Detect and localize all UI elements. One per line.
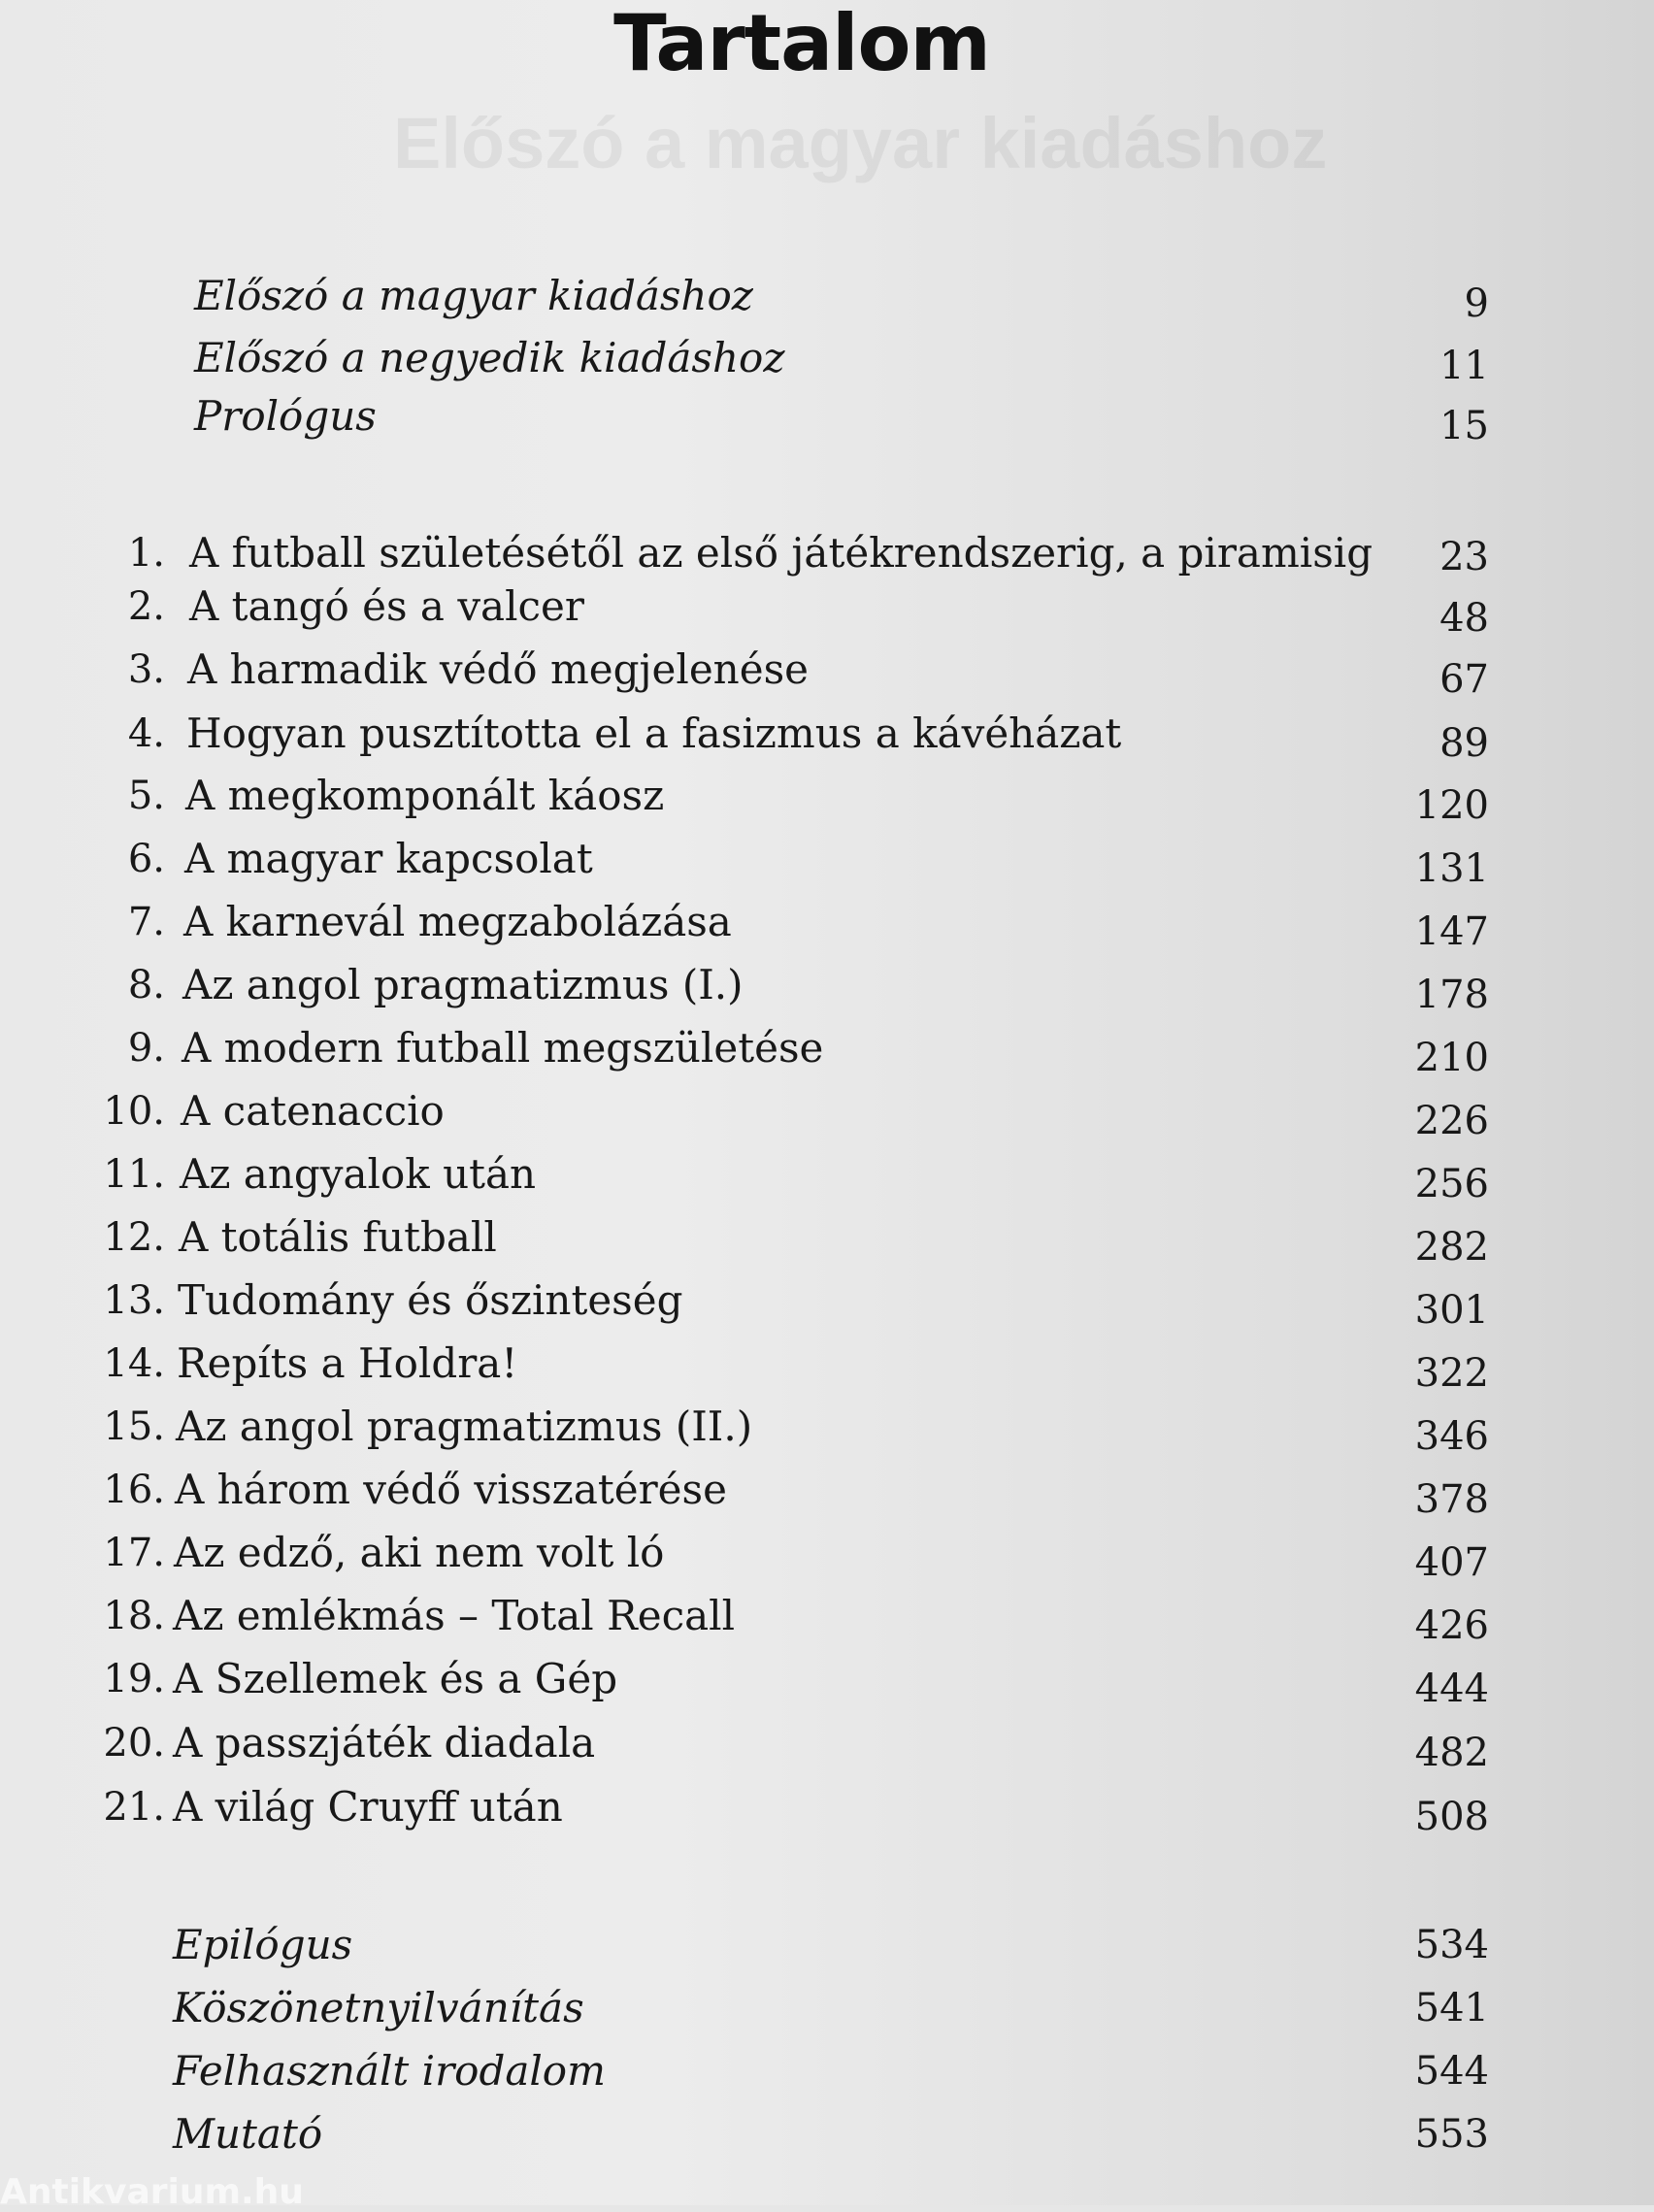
chapter-number: 11. [103,1152,165,1197]
toc-chapter-row [0,1398,1654,1459]
chapter-number: 12. [103,1215,165,1260]
toc-chapter-row [0,956,1654,1017]
toc-chapter-row [0,1082,1654,1143]
toc-item-label: Előszó a magyar kiadáshoz [194,272,753,319]
chapter-title: A catenaccio [181,1087,445,1135]
chapter-number: 21. [103,1785,165,1830]
chapter-title: A magyar kapcsolat [184,835,593,882]
chapter-title: Repíts a Holdra! [177,1339,518,1387]
chapter-number: 9. [127,1026,165,1071]
toc-chapter-row [0,1019,1654,1080]
toc-chapter-row [0,1335,1654,1396]
toc-front-item [0,387,1654,446]
chapter-title: A karnevál megzabolázása [183,898,732,945]
chapter-number: 18. [103,1594,165,1638]
chapter-title: A tangó és a valcer [189,582,584,630]
toc-back-item [0,1916,1654,1974]
toc-item-page: 11 [1439,344,1489,388]
chapter-title: A világ Cruyff után [173,1783,563,1831]
toc-back-item [0,2105,1654,2163]
toc-chapter-row [0,1778,1654,1839]
chapter-page: 210 [1414,1036,1489,1080]
chapter-number: 16. [103,1468,165,1512]
chapter-number: 15. [103,1404,165,1449]
chapter-number: 17. [103,1531,165,1575]
chapter-page: 426 [1414,1603,1489,1648]
chapter-number: 8. [127,963,165,1007]
show-through-text: Előszó a magyar kiadáshoz [393,103,1328,183]
chapter-number: 14. [103,1341,165,1386]
chapter-page: 67 [1439,657,1489,702]
chapter-page: 346 [1414,1414,1489,1459]
toc-chapter-row [0,1524,1654,1585]
toc-item-page: 9 [1464,281,1489,326]
chapter-page: 256 [1414,1162,1489,1206]
chapter-title: A Szellemek és a Gép [173,1655,618,1702]
chapter-page: 120 [1414,783,1489,828]
chapter-title: A harmadik védő megjelenése [187,645,809,693]
toc-item-page: 553 [1414,2112,1489,2157]
chapter-page: 378 [1414,1477,1489,1522]
chapter-page: 178 [1414,973,1489,1017]
chapter-number: 3. [127,647,165,692]
toc-chapter-row [0,641,1654,702]
chapter-page: 301 [1414,1288,1489,1333]
toc-item-label: Prológus [194,392,377,440]
toc-item-label: Előszó a negyedik kiadáshoz [194,334,785,381]
page-title: Tartalom [613,0,990,88]
chapter-title: Az angyalok után [180,1150,537,1198]
chapter-number: 7. [127,900,165,944]
toc-front-item [0,329,1654,387]
toc-chapter-row [0,1461,1654,1522]
toc-item-page: 541 [1414,1986,1489,2030]
toc-back-item [0,1979,1654,2037]
chapter-number: 2. [127,584,165,629]
chapter-page: 482 [1414,1731,1489,1775]
toc-back-item [0,2042,1654,2100]
toc-chapter-row [0,705,1654,766]
chapter-page: 407 [1414,1540,1489,1585]
chapter-page: 226 [1414,1099,1489,1143]
chapter-number: 5. [127,774,165,818]
toc-item-page: 544 [1414,2049,1489,2094]
chapter-title: A passzjáték diadala [173,1719,596,1766]
toc-item-page: 534 [1414,1923,1489,1967]
chapter-title: A modern futball megszületése [182,1024,824,1072]
toc-item-page: 15 [1439,404,1489,448]
chapter-title: Az edző, aki nem volt ló [174,1529,665,1576]
toc-chapter-row [0,1271,1654,1333]
watermark-text: Antikvarium.hu [0,2172,304,2212]
chapter-title: Hogyan pusztította el a fasizmus a kávéházat [186,710,1122,757]
toc-chapter-row [0,830,1654,891]
chapter-title: Az angol pragmatizmus (II.) [176,1403,753,1450]
chapter-number: 4. [127,711,165,756]
toc-front-item [0,267,1654,325]
toc-chapter-row [0,1208,1654,1270]
chapter-title: A totális futball [179,1213,497,1261]
chapter-title: Az angol pragmatizmus (I.) [182,961,744,1008]
chapter-page: 147 [1414,909,1489,954]
toc-item-label: Mutató [173,2110,323,2158]
chapter-title: A futball születésétől az első játékrendszerig, a piramisig [189,529,1373,577]
chapter-page: 23 [1439,535,1489,579]
chapter-title: A három védő visszatérése [175,1466,727,1513]
chapter-title: Az emlékmás – Total Recall [173,1592,735,1639]
chapter-page: 131 [1414,846,1489,891]
toc-chapter-row [0,1714,1654,1775]
toc-chapter-row [0,1650,1654,1711]
toc-item-label: Köszönetnyilvánítás [173,1984,584,2031]
toc-chapter-row [0,893,1654,954]
chapter-number: 13. [103,1278,165,1323]
toc-item-label: Epilógus [173,1921,353,1968]
toc-chapter-row [0,1145,1654,1204]
toc-chapter-row [0,1587,1654,1648]
chapter-page: 444 [1414,1667,1489,1711]
chapter-page: 48 [1439,596,1489,641]
chapter-number: 19. [103,1657,165,1701]
chapter-number: 6. [127,837,165,881]
chapter-title: A megkomponált káosz [185,772,665,819]
chapter-number: 1. [127,531,165,576]
chapter-number: 20. [103,1721,165,1766]
chapter-page: 322 [1414,1351,1489,1396]
toc-chapter-row [0,767,1654,828]
chapter-page: 89 [1439,721,1489,766]
chapter-page: 508 [1414,1795,1489,1839]
chapter-title: Tudomány és őszinteség [178,1276,683,1324]
toc-chapter-row [0,578,1654,641]
toc-item-label: Felhasznált irodalom [173,2047,606,2095]
toc-chapter-row [0,524,1654,582]
chapter-page: 282 [1414,1225,1489,1270]
chapter-number: 10. [103,1089,165,1134]
